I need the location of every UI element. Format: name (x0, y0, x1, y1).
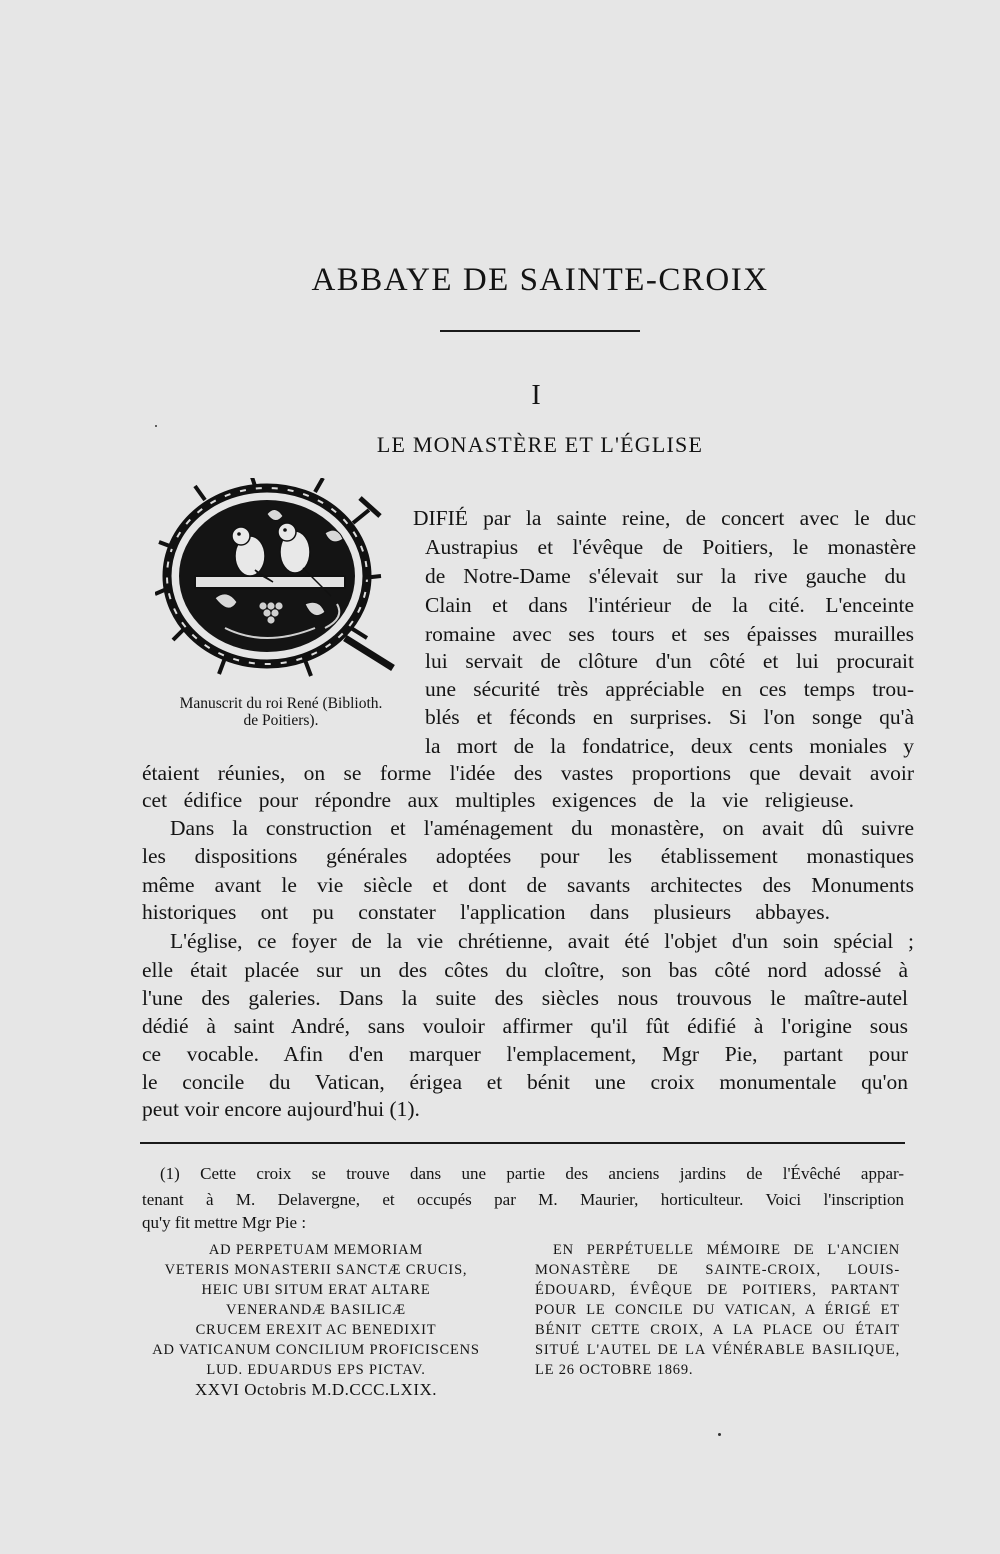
section-number: I (531, 380, 541, 411)
body-line: romaine avec ses tours et ses épaisses murailles (425, 622, 914, 646)
body-line: étaient réunies, on se forme l'idée des vastes proportions que devait avoir (142, 761, 914, 785)
caption-line: Manuscrit du roi René (Biblioth. (179, 695, 383, 712)
paper-speck (155, 425, 157, 427)
inscription-line: SITUÉ L'AUTEL DE LA VÉNÉRABLE BASILIQUE, (535, 1342, 900, 1358)
inscription-line: ÉDOUARD, ÉVÊQUE DE POITIERS, PARTANT (535, 1282, 900, 1298)
body-line: la mort de la fondatrice, deux cents moniales y (425, 734, 914, 758)
inscription-line: EN PERPÉTUELLE MÉMOIRE DE L'ANCIEN (553, 1242, 900, 1258)
paper-speck (718, 1433, 721, 1436)
body-line: même avant le vie siècle et dont de savants architectes des Monuments (142, 873, 914, 897)
inscription-line: AD VATICANUM CONCILIUM PROFICISCENS (152, 1342, 480, 1358)
body-line: l'une des galeries. Dans la suite des siècles nous trouvous le maître-autel (142, 986, 908, 1010)
body-line: blés et féconds en surprises. Si l'on songe qu'à (425, 705, 914, 729)
french-inscription (535, 1240, 900, 1380)
inscription-line: VETERIS MONASTERII SANCTÆ CRUCIS, (164, 1262, 468, 1278)
body-line: historiques ont pu constater l'application dans plusieurs abbayes. (142, 900, 830, 924)
inscription-line: AD PERPETUAM MEMORIAM (208, 1242, 424, 1258)
body-line: peut voir encore aujourd'hui (1). (142, 1097, 420, 1121)
decorated-initial-image (155, 478, 400, 688)
inscription-line: HEIC UBI SITUM ERAT ALTARE (201, 1282, 431, 1298)
body-line: lui servait de clôture d'un côté et lui procurait (425, 649, 914, 673)
inscription-line: VENERANDÆ BASILICÆ (226, 1302, 406, 1318)
inscription-line: LUD. EDUARDUS EPS PICTAV. (206, 1362, 426, 1378)
inscription-line: BÉNIT CETTE CROIX, A LA PLACE OU ÉTAIT (535, 1322, 900, 1338)
body-line: DIFIÉ par la sainte reine, de concert avec le duc (413, 506, 916, 530)
body-line: Clain et dans l'intérieur de la cité. L'enceinte (425, 593, 914, 617)
footnote-line: (1) Cette croix se trouve dans une partie des anciens jardins de l'Évêché appar- (160, 1164, 904, 1183)
body-line: le concile du Vatican, érigea et bénit une croix monumentale qu'on (142, 1070, 908, 1094)
body-line: les dispositions générales adoptées pour les établissement monastiques (142, 844, 914, 868)
inscription-line: MONASTÈRE DE SAINTE-CROIX, LOUIS- (535, 1262, 900, 1278)
inscription-line: CRUCEM EREXIT AC BENEDIXIT (195, 1322, 437, 1338)
latin-inscription (146, 1240, 486, 1400)
inscription-line: XXVI Octobris M.D.CCC.LXIX. (194, 1380, 438, 1399)
body-line: cet édifice pour répondre aux multiples exigences de la vie religieuse. (142, 788, 854, 812)
footnote-line: tenant à M. Delavergne, et occupés par M. Maurier, horticulteur. Voici l'inscription (142, 1190, 904, 1209)
body-line: une sécurité très appréciable en ces temps trou- (425, 677, 914, 701)
body-line: elle était placée sur un des côtes du cloître, son bas côté nord adossé à (142, 958, 908, 982)
body-line: dédié à saint André, sans vouloir affirmer qu'il fût édifié à l'origine sous (142, 1014, 908, 1038)
caption-line: de Poitiers). (243, 712, 319, 729)
footnote-rule (140, 1142, 905, 1144)
figure-caption (150, 695, 412, 729)
footnote-line: qu'y fit mettre Mgr Pie : (142, 1213, 307, 1232)
page-title: ABBAYE DE SAINTE-CROIX (311, 262, 769, 298)
body-line: L'église, ce foyer de la vie chrétienne, avait été l'objet d'un soin spécial ; (170, 929, 914, 953)
body-line: Austrapius et l'évêque de Poitiers, le monastère (425, 535, 916, 559)
section-title: LE MONASTÈRE ET L'ÉGLISE (376, 432, 704, 457)
body-line: ce vocable. Afin d'en marquer l'emplacement, Mgr Pie, partant pour (142, 1042, 908, 1066)
body-line: de Notre-Dame s'élevait sur la rive gauche du (425, 564, 906, 588)
inscription-line: LE 26 OCTOBRE 1869. (535, 1362, 694, 1378)
inscription-line: POUR LE CONCILE DU VATICAN, A ÉRIGÉ ET (535, 1302, 900, 1318)
body-line: Dans la construction et l'aménagement du monastère, on avait dû suivre (170, 816, 914, 840)
title-rule (440, 330, 640, 332)
